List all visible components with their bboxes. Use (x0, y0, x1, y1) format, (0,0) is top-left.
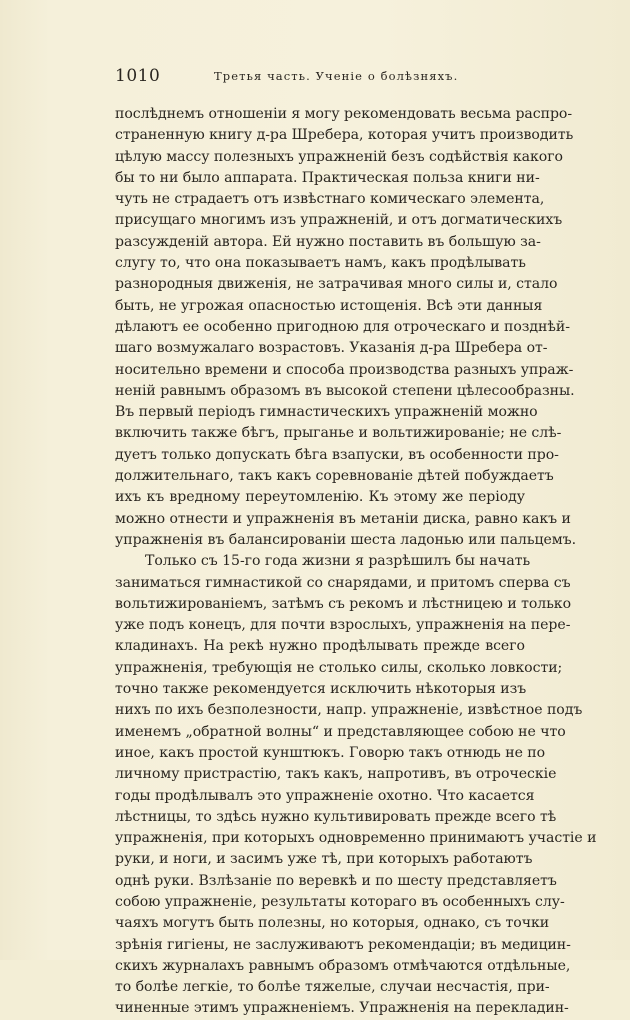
text-line: скихъ журналахъ равнымъ образомъ отмѣчаются отдѣльные, (115, 957, 571, 974)
text-line: должительнаго, такъ какъ соревнованіе дѣтей побуждаетъ (115, 468, 554, 485)
page-number: 1010 (115, 66, 161, 86)
text-line: быть, не угрожая опасностью истощенія. Всѣ эти данныя (115, 297, 543, 314)
body-text (115, 104, 597, 1020)
text-line: собою упражненіе, результаты котораго въ особенныхъ слу- (115, 893, 565, 910)
text-line: зрѣнія гигіены, не заслуживаютъ рекомендаціи; въ медицин- (115, 936, 571, 953)
text-line: Въ первый періодъ гимнастическихъ упражненій можно (115, 404, 538, 421)
text-line: упражненія, требующія не столько силы, сколько ловкости; (115, 659, 563, 676)
page-header (115, 66, 525, 88)
text-line: включить также бѣгъ, прыганье и вольтижированіе; не слѣ- (115, 425, 562, 442)
text-line: неній равнымъ образомъ въ высокой степени цѣлесообразны. (115, 382, 575, 399)
text-line: носительно времени и способа производства разныхъ упраж- (115, 361, 574, 378)
text-line: кладинахъ. На рекѣ нужно продѣлывать прежде всего (115, 638, 525, 655)
text-line: цѣлую массу полезныхъ упражненій безъ содѣйствія какого (115, 148, 563, 165)
text-line: страненную книгу д-ра Шребера, которая учитъ производить (115, 127, 574, 144)
text-line: упражненія, при которыхъ одновременно принимаютъ участіе и (115, 830, 597, 847)
text-line: личному пристрастію, такъ какъ, напротивъ, въ отроческіе (115, 766, 557, 783)
text-line: нихъ по ихъ безполезности, напр. упражненіе, извѣстное подъ (115, 702, 583, 719)
text-line: дуетъ только допускать бѣга взапуски, въ особенности про- (115, 446, 559, 463)
text-line: уже подъ конецъ, для почти взрослыхъ, упражненія на пере- (115, 617, 571, 634)
text-line: иное, какъ простой кунштюкъ. Говорю такъ отнюдь не по (115, 744, 546, 761)
text-line: чиненные этимъ упражненіемъ. Упражненія на перекладин- (115, 1000, 569, 1017)
text-line: однѣ руки. Взлѣзаніе по веревкѣ и по шесту представляетъ (115, 872, 557, 889)
text-line: слугу то, что она показываетъ намъ, какъ продѣлывать (115, 255, 526, 272)
text-line: руки, и ноги, и засимъ уже тѣ, при которыхъ работаютъ (115, 851, 533, 868)
running-title: Третья часть. Ученіе о болѣзняхъ. (214, 69, 459, 83)
text-line: то болѣе легкіе, то болѣе тяжелые, случаи несчастія, при- (115, 979, 550, 996)
text-line: присущаго многимъ изъ упражненій, и отъ догматическихъ (115, 212, 563, 229)
text-line: упражненія въ балансированіи шеста ладонью или пальцемъ. (115, 531, 577, 548)
text-line: именемъ „обратной волны“ и представляющее собою не что (115, 723, 566, 740)
text-line: можно отнести и упражненія въ метаніи диска, равно какъ и (115, 510, 571, 527)
text-line: ихъ къ вредному переутомленію. Къ этому же періоду (115, 489, 525, 506)
text-line: заниматься гимнастикой со снарядами, и притомъ сперва съ (115, 574, 571, 591)
text-line: годы продѣлывалъ это упражненіе охотно. Что касается (115, 787, 535, 804)
text-line: бы то ни было аппарата. Практическая польза книги ни- (115, 169, 540, 186)
text-line: вольтижированіемъ, затѣмъ съ рекомъ и лѣстницею и только (115, 595, 572, 612)
text-line: лѣстницы, то здѣсь нужно культивировать прежде всего тѣ (115, 808, 557, 825)
text-line: послѣднемъ отношеніи я могу рекомендовать весьма распро- (115, 106, 573, 122)
text-line: разсужденій автора. Ей нужно поставить въ большую за- (115, 233, 541, 250)
paragraph-start-line: Только съ 15-го года жизни я разрѣшилъ бы начать (145, 553, 531, 570)
text-line: разнородныя движенія, не затрачивая много силы и, стало (115, 276, 558, 293)
text-line: дѣлаютъ ее особенно пригодною для отроческаго и позднѣй- (115, 318, 570, 335)
text-line: шаго возмужалаго возрастовъ. Указанія д-ра Шребера от- (115, 340, 548, 357)
text-line: точно также рекомендуется исключить нѣкоторыя изъ (115, 681, 527, 698)
text-line: чуть не страдаетъ отъ извѣстнаго комическаго элемента, (115, 191, 545, 208)
text-line: чаяхъ могутъ быть полезны, но которыя, однако, съ точки (115, 915, 550, 932)
